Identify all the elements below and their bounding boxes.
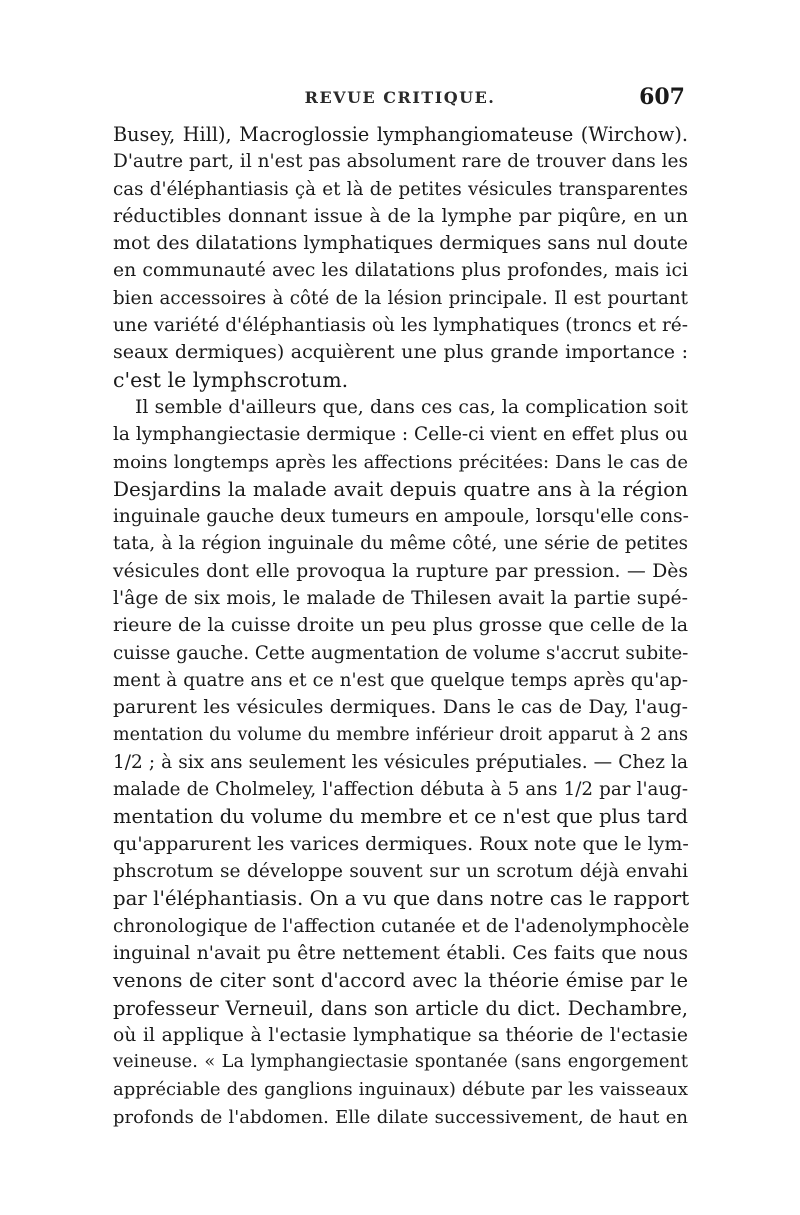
text-line: vésicules dont elle provoqua la rupture par pression. — Dès bbox=[113, 560, 688, 582]
text-line: mentation du volume du membre et ce n'est que plus tard bbox=[113, 805, 688, 829]
text-line: Il semble d'ailleurs que, dans ces cas, la complication soit bbox=[135, 396, 688, 418]
text-line: Busey, Hill), Macroglossie lymphangiomateuse (Wirchow). bbox=[113, 123, 688, 146]
text-line: bien accessoires à côté de la lésion principale. Il est pourtant bbox=[113, 287, 688, 309]
text-line: seaux dermiques) acquièrent une plus grande importance : bbox=[113, 341, 688, 364]
text-line: où il applique à l'ectasie lymphatique sa théorie de l'ectasie bbox=[113, 1024, 688, 1046]
text-line: mot des dilatations lymphatiques dermiques sans nul doute bbox=[113, 232, 688, 255]
text-line: moins longtemps après les affections précitées: Dans le cas de bbox=[113, 451, 688, 473]
text-line: D'autre part, il n'est pas absolument rare de trouver dans les bbox=[113, 151, 688, 173]
text-line: cas d'éléphantiasis çà et là de petites vésicules transparentes bbox=[113, 178, 688, 200]
text-line: malade de Cholmeley, l'affection débuta à 5 ans 1/2 par l'aug- bbox=[113, 779, 688, 801]
text-line: mentation du volume du membre inférieur droit apparut à 2 ans bbox=[113, 724, 688, 745]
text-line: rieure de la cuisse droite un peu plus grosse que celle de la bbox=[113, 614, 689, 637]
text-line: veineuse. « La lymphangiectasie spontanée (sans engorgement bbox=[113, 1052, 688, 1073]
text-line: réductibles donnant issue à de la lymphe par piqûre, en un bbox=[113, 204, 688, 227]
text-line: inguinal n'avait pu être nettement établi. Ces faits que nous bbox=[113, 942, 688, 964]
running-title: REVUE CRITIQUE. bbox=[304, 88, 496, 107]
text-line: chronologique de l'affection cutanée et de l'adenolymphocèle bbox=[113, 915, 690, 937]
body-text bbox=[113, 121, 688, 1131]
text-line: 1/2 ; à six ans seulement les vésicules préputiales. — Chez la bbox=[113, 751, 688, 773]
text-line: ment à quatre ans et ce n'est que quelque temps après qu'ap- bbox=[113, 669, 688, 691]
running-head bbox=[115, 84, 685, 112]
text-line: une variété d'éléphantiasis où les lymphatiques (troncs et ré- bbox=[113, 315, 688, 337]
text-line: qu'apparurent les varices dermiques. Roux note que le lym- bbox=[113, 832, 689, 855]
text-line: par l'éléphantiasis. On a vu que dans notre cas le rapport bbox=[113, 887, 690, 911]
page-number: 607 bbox=[639, 84, 685, 110]
text-line: tata, à la région inguinale du même côté, une série de petites bbox=[113, 533, 688, 555]
text-line: profonds de l'abdomen. Elle dilate successivement, de haut en bbox=[113, 1106, 688, 1128]
text-line: venons de citer sont d'accord avec la théorie émise par le bbox=[113, 969, 688, 993]
text-line: Desjardins la malade avait depuis quatre ans à la région bbox=[113, 476, 688, 501]
text-line: appréciable des ganglions inguinaux) débute par les vaisseaux bbox=[113, 1079, 688, 1101]
text-line: c'est le lymphscrotum. bbox=[113, 367, 349, 392]
text-line: professeur Verneuil, dans son article du dict. Dechambre, bbox=[113, 996, 688, 1020]
text-line: phscrotum se développe souvent sur un scrotum déjà envahi bbox=[113, 861, 688, 883]
text-line: parurent les vésicules dermiques. Dans le cas de Day, l'aug- bbox=[113, 697, 688, 719]
text-line: en communauté avec les dilatations plus profondes, mais ici bbox=[113, 260, 688, 282]
text-line: inguinale gauche deux tumeurs en ampoule, lorsqu'elle cons- bbox=[113, 506, 689, 528]
text-line: l'âge de six mois, le malade de Thilesen avait la partie supé- bbox=[113, 588, 688, 610]
text-line: cuisse gauche. Cette augmentation de volume s'accrut subite- bbox=[113, 642, 689, 664]
text-line: la lymphangiectasie dermique : Celle-ci vient en effet plus ou bbox=[113, 424, 689, 446]
